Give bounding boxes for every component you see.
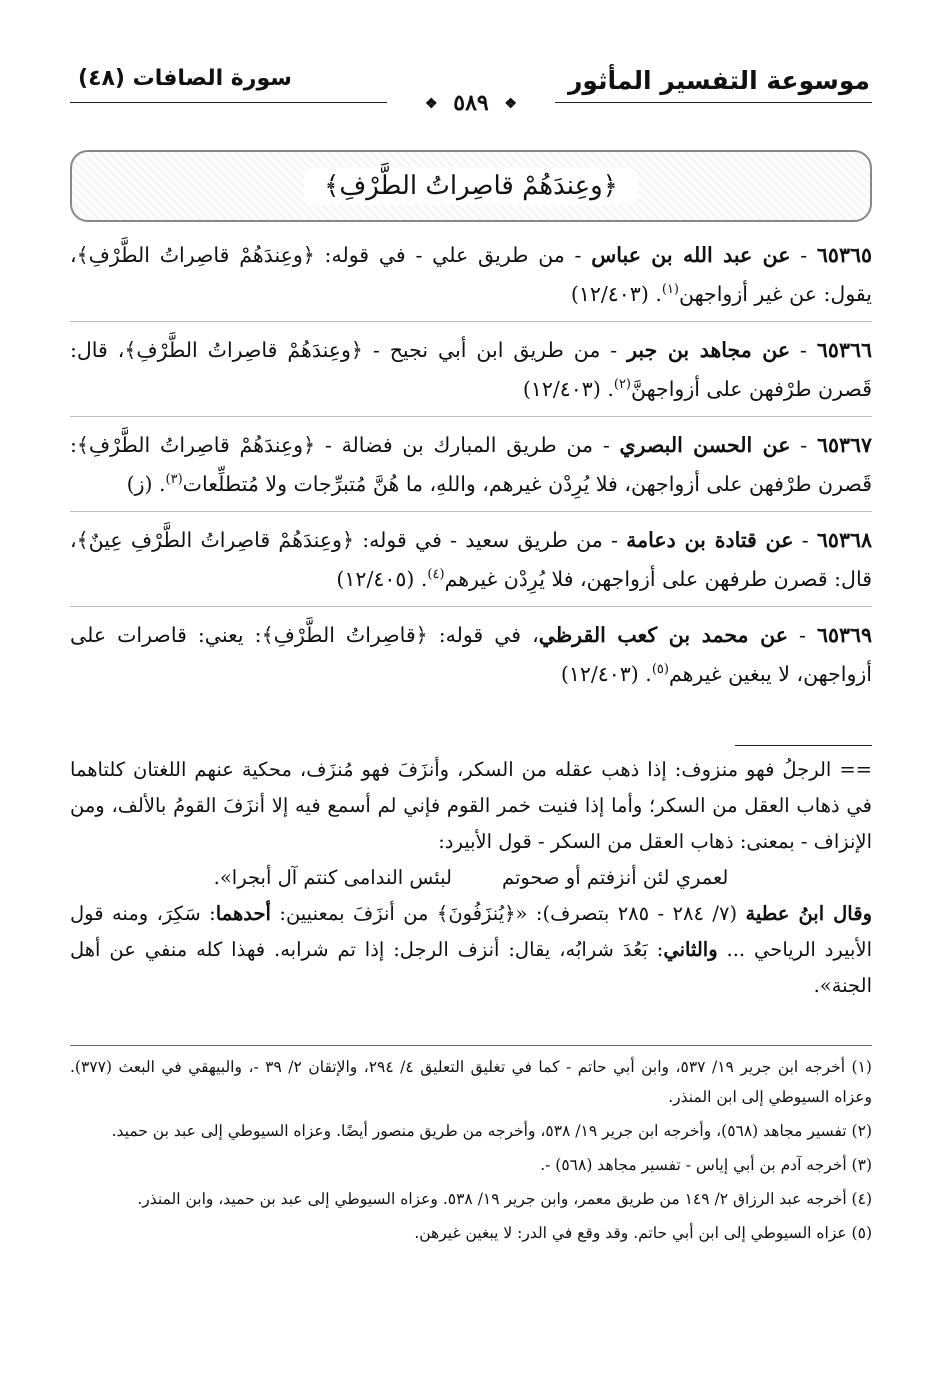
verse-hemistich-left: لبئس الندامى كنتم آل أبجرا».: [213, 866, 452, 889]
volume-reference: . (١٢/٤٠٥): [336, 567, 428, 591]
commentary-text: (٧/ ٢٨٤ - ٢٨٥ بتصرف): «﴿يُنزَفُونَ﴾ من أنزَفَ بمعنيين:: [270, 902, 746, 925]
section-heading-frame: [70, 150, 872, 222]
volume-reference: . (ز): [126, 472, 166, 496]
first-meaning-label: أحدهما: [215, 902, 271, 925]
chain: من طريق سعيد - في قوله:: [362, 528, 603, 552]
narrator: عن الحسن البصري: [619, 433, 791, 457]
footnote: (٣) أخرجه آدم بن أبي إياس - تفسير مجاهد (٥٦٨) -.: [540, 1156, 872, 1174]
second-meaning-label: والثاني: [663, 938, 718, 961]
ayah: ﴿وعِندَهُمْ قاصِراتُ الطَّرْفِ﴾: [124, 338, 363, 362]
narration-text: : قَصرن طرْفهن على أزواجهن، فلا يُرِدْن غيرهم، واللهِ، ما هُنَّ مُتبرِّجات ولا مُتطلِّعات: [70, 433, 872, 496]
commentary: [70, 752, 872, 1004]
ayah: ﴿وعِندَهُمْ قاصِراتُ الطَّرْفِ﴾: [76, 243, 315, 267]
narration-number: ٦٥٣٦٧: [816, 433, 872, 457]
narrator: عن محمد بن كعب القرظي: [538, 623, 789, 647]
commentary-text: : بَعُدَ شرابُه، يقال: أنزف الرجل: إذا تم شرابه. فهذا كله منفي عن أهل الجنة».: [70, 938, 872, 997]
narration-number: ٦٥٣٦٩: [816, 623, 873, 647]
volume-reference: . (١٢/٤٠٣): [570, 282, 662, 306]
footnote-marker[interactable]: (٢): [613, 377, 631, 393]
footnote-marker[interactable]: (٥): [651, 662, 669, 678]
page-number-block: [417, 90, 525, 116]
ayah: ﴿وعِندَهُمْ قاصِراتُ الطَّرْفِ عِينٌ﴾: [76, 528, 354, 552]
ornament-icon: ❖: [425, 96, 438, 112]
section-heading: ﴿وعِندَهُمْ قاصِراتُ الطَّرْفِ﴾: [304, 167, 638, 205]
footnote-marker[interactable]: (٤): [427, 567, 445, 583]
footnote: (٢) تفسير مجاهد (٥٦٨)، وأخرجه ابن جرير ١٩/ ٥٣٨، وأخرجه من طريق منصور أيضًا. وعزاه السيوطي إلى عبد بن حميد.: [111, 1122, 872, 1140]
narrator: عن قتادة بن دعامة: [626, 528, 794, 552]
footnote-marker[interactable]: (٣): [165, 472, 183, 488]
commentary-paragraph: == الرجلُ فهو منزوف: إذا ذهب عقله من السكر، وأنزَفَ فهو مُنزَف، محكية عنهم اللغتان كلتاهما في ذهاب العقل من السكر؛ وأما إذا فنيت خمر القوم فإني لم أسمع فيه إلا أنزَفَ القومُ بالألف، ومن الإنزاف - بمعنى: ذهاب العقل من السكر - قول الأبيرد:: [70, 758, 872, 853]
surah-title: سورة الصافات (٤٨): [78, 66, 292, 91]
ornament-icon: ❖: [504, 96, 517, 112]
narration-text: ، يقول: عن غير أزواجهن: [70, 243, 872, 306]
commentary-separator: [735, 745, 872, 746]
narration-number: ٦٥٣٦٥: [816, 243, 872, 267]
chain: من طريق المبارك بن فضالة -: [324, 433, 594, 457]
verse-hemistich-right: لعمري لئن أنزفتم أو صحوتم: [501, 866, 729, 889]
book-title: موسوعة التفسير المأثور: [568, 66, 870, 95]
narration-number: ٦٥٣٦٦: [816, 338, 872, 362]
narration: ٦٥٣٦٦ - عن مجاهد بن جبر - من طريق ابن أبي نجيح - ﴿وعِندَهُمْ قاصِراتُ الطَّرْفِ﴾، قال: قَصرن طرْفهن على أزواجهنَّ$^{(٢)}$. (١٢/٤٠٣): [70, 331, 872, 417]
narrations: [70, 236, 872, 705]
scholar-name: وقال ابنُ عطية: [745, 902, 872, 925]
footnotes-separator: [70, 1045, 872, 1046]
footnote: (٤) أخرجه عبد الرزاق ٢/ ١٤٩ من طريق معمر، وابن جرير ١٩/ ٥٣٨. وعزاه السيوطي إلى عبد بن حميد، وابن المنذر.: [137, 1190, 872, 1208]
commentary-text: : سَكِرَ، ومنه قول الأبيرد الرياحي ...: [70, 902, 872, 961]
volume-reference: . (١٢/٤٠٣): [522, 377, 614, 401]
narrator: عن مجاهد بن جبر: [627, 338, 791, 362]
footnote: (٥) عزاه السيوطي إلى ابن أبي حاتم. وقد وقع في الدر: لا يبغين غيرهن.: [414, 1224, 872, 1242]
chain: من طريق علي - في قوله:: [324, 243, 565, 267]
footnote: (١) أخرجه ابن جرير ١٩/ ٥٣٧، وابن أبي حاتم - كما في تغليق التعليق ٤/ ٢٩٤، والإتقان ٢/ ٣٩ -، والبيهقي في البعث (٣٧٧). وعزاه السيوطي إلى ابن المنذر.: [70, 1058, 872, 1106]
narration-number: ٦٥٣٦٨: [816, 528, 872, 552]
volume-reference: . (١٢/٤٠٣): [560, 662, 652, 686]
narration-text: ، قال: قَصرن طرْفهن على أزواجهنَّ: [70, 338, 872, 401]
footnotes: [70, 1052, 872, 1252]
narration-text: ، قال: قصرن طرفهن على أزواجهن، فلا يُرِدْن غيرهم: [70, 528, 872, 591]
narration: ٦٥٣٦٧ - عن الحسن البصري - من طريق المبارك بن فضالة - ﴿وعِندَهُمْ قاصِراتُ الطَّرْفِ﴾: قَصرن طرْفهن على أزواجهن، فلا يُرِدْن غيرهم، واللهِ، ما هُنَّ مُتبرِّجات ولا مُتطلِّعات$^{(٣)}$. (ز): [70, 426, 872, 512]
poetry-verse: [70, 860, 872, 896]
narration: ٦٥٣٦٥ - عن عبد الله بن عباس - من طريق علي - في قوله: ﴿وعِندَهُمْ قاصِراتُ الطَّرْفِ﴾، يقول: عن غير أزواجهن$^{(١)}$. (١٢/٤٠٣): [70, 236, 872, 322]
page-number: ٥٨٩: [453, 90, 489, 116]
chain: في قوله:: [438, 623, 522, 647]
chain: من طريق ابن أبي نجيح -: [372, 338, 601, 362]
ayah: ﴿وعِندَهُمْ قاصِراتُ الطَّرْفِ﴾: [76, 433, 316, 457]
ayah: ﴿قاصِراتُ الطَّرْفِ﴾: [261, 623, 428, 647]
narration: ٦٥٣٦٨ - عن قتادة بن دعامة - من طريق سعيد - في قوله: ﴿وعِندَهُمْ قاصِراتُ الطَّرْفِ عِينٌ﴾، قال: قصرن طرفهن على أزواجهن، فلا يُرِدْن غيرهم$^{(٤)}$. (١٢/٤٠٥): [70, 521, 872, 607]
narration-text: : يعني: قاصرات على أزواجهن، لا يبغين غيرهم: [70, 623, 872, 686]
commentary-paragraph: [70, 896, 872, 1004]
narrator: عن عبد الله بن عباس: [591, 243, 791, 267]
footnote-marker[interactable]: (١): [661, 282, 679, 298]
narration: ٦٥٣٦٩ - عن محمد بن كعب القرظي، في قوله: ﴿قاصِراتُ الطَّرْفِ﴾: يعني: قاصرات على أزواجهن، لا يبغين غيرهم$^{(٥)}$. (١٢/٤٠٣): [70, 623, 873, 686]
